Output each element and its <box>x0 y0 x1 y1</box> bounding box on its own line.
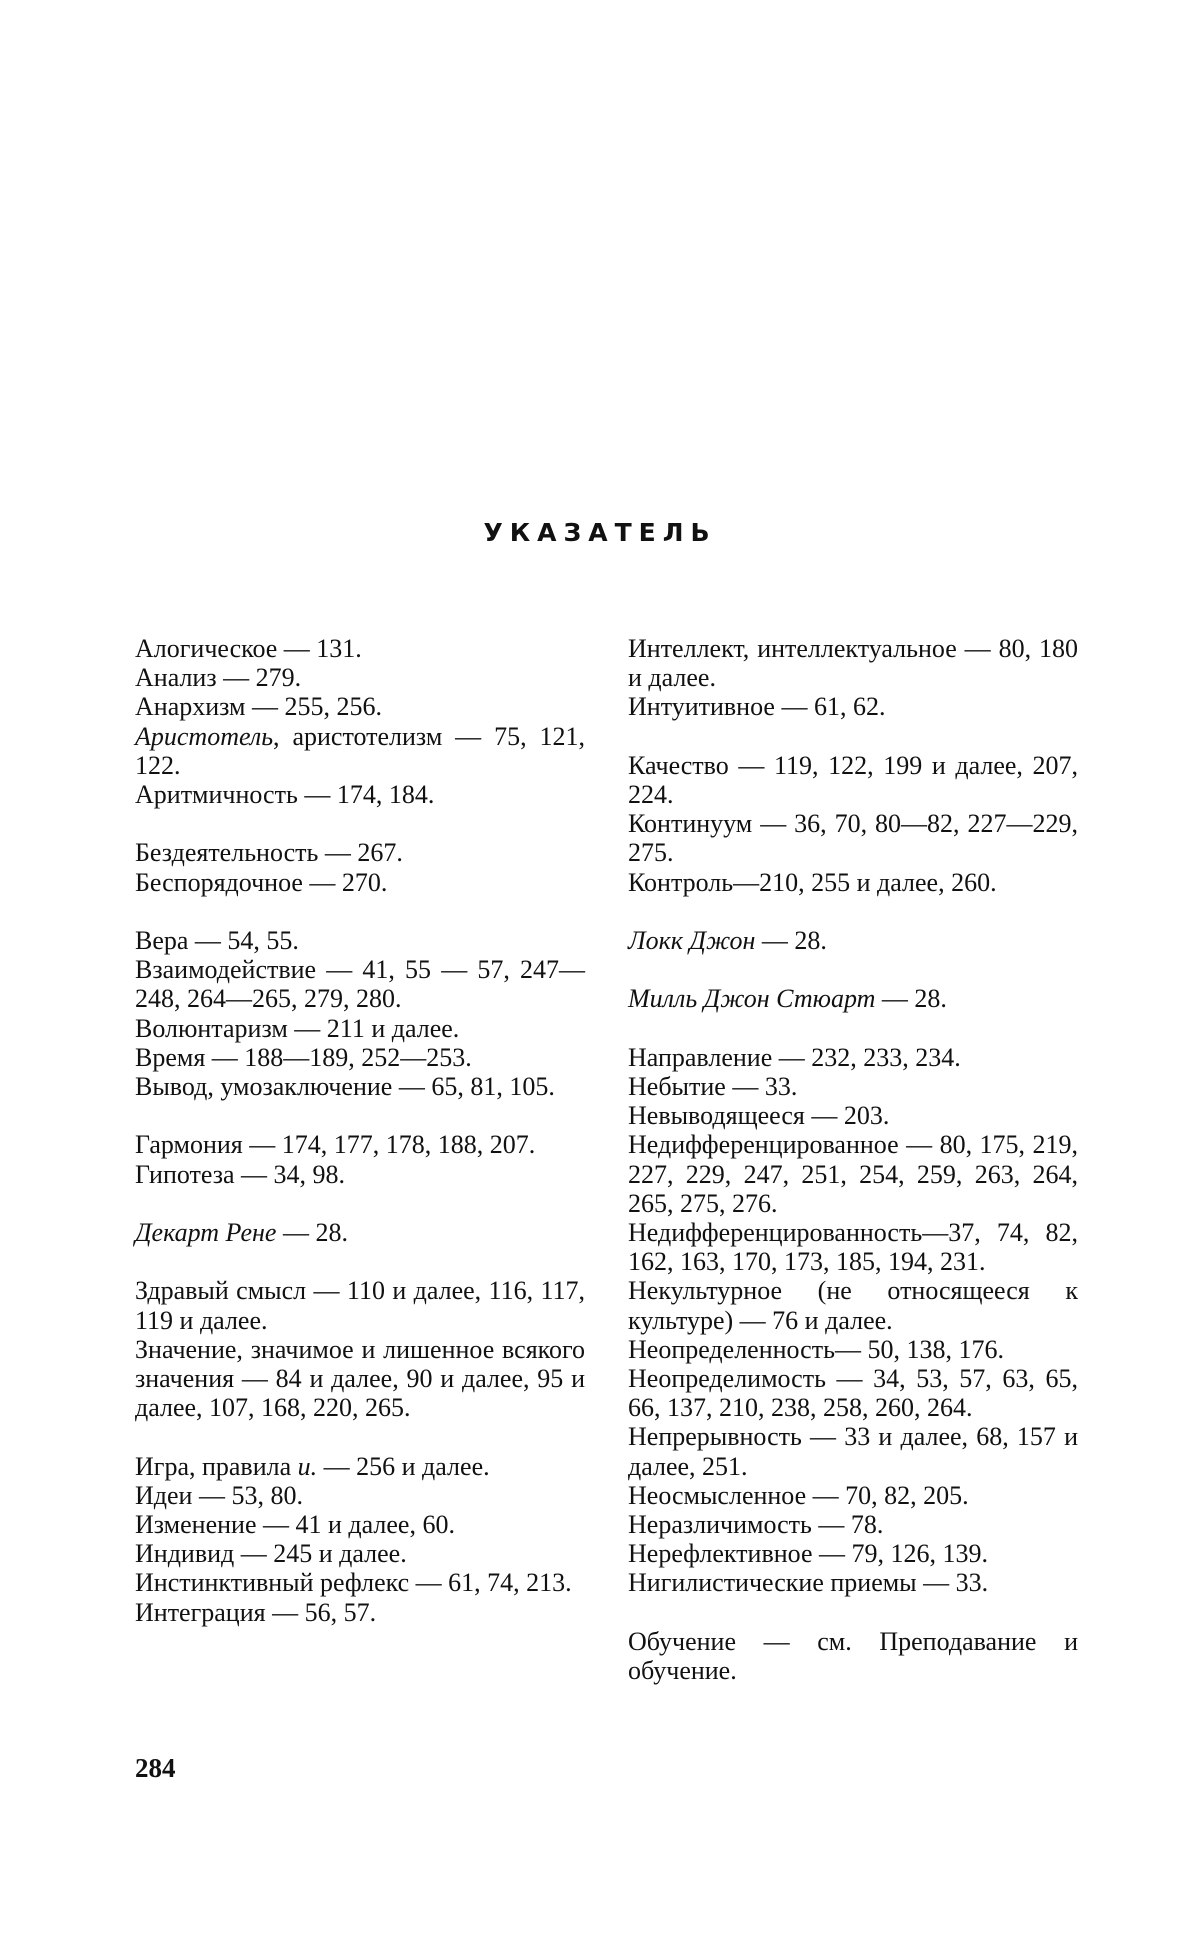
entry-gap <box>135 1189 585 1218</box>
index-entry <box>135 1276 585 1334</box>
entry-text: Инстинктивный рефлекс — 61, 74, 213. <box>135 1568 572 1598</box>
index-entry <box>628 634 1078 692</box>
entry-text: — 28. <box>276 1218 348 1247</box>
index-entry <box>135 1043 585 1072</box>
entry-text: Идеи — 53, 80. <box>135 1480 303 1510</box>
index-entry <box>135 634 585 663</box>
entry-text: Аритмичность — 174, 184. <box>135 780 435 810</box>
index-entry <box>628 1627 1078 1685</box>
index-entry <box>135 1335 585 1423</box>
entry-gap <box>628 897 1078 926</box>
entry-gap <box>628 722 1078 751</box>
entry-text: — 256 и далее. <box>317 1451 490 1481</box>
index-entry <box>628 809 1078 867</box>
entry-text: — 28. <box>875 984 947 1014</box>
index-entry <box>628 1101 1078 1130</box>
entry-text: — 28. <box>755 926 827 955</box>
entry-text: Взаимодействие — 41, 55 — 57, 247—248, 264—265, 279, 280. <box>135 955 585 1014</box>
index-entry <box>628 984 1078 1013</box>
entry-text: Нигилистические приемы — 33. <box>628 1568 989 1598</box>
index-entry <box>135 1130 585 1159</box>
entry-text: Континуум — 36, 70, 80—82, 227—229, 275. <box>628 809 1078 868</box>
index-entry <box>135 1539 585 1568</box>
entry-name-italic: Милль Джон Стюарт <box>628 984 876 1014</box>
page-title: УКАЗАТЕЛЬ <box>483 518 717 547</box>
index-entry <box>628 1539 1078 1568</box>
entry-text: Беспорядочное — 270. <box>135 867 388 897</box>
index-entry <box>135 1072 585 1101</box>
entry-text: Значение, значимое и лишенное всякого значения — 84 и далее, 90 и далее, 95 и далее, 107, 168, 220, 265. <box>135 1334 585 1423</box>
entry-text: Качество — 119, 122, 199 и далее, 207, 224. <box>628 750 1078 809</box>
entry-text: Невыводящееся — 203. <box>628 1101 890 1131</box>
entry-text: Гармония — 174, 177, 178, 188, 207. <box>135 1130 536 1160</box>
entry-gap <box>628 955 1078 984</box>
index-column-right <box>628 634 1078 1685</box>
entry-gap <box>628 1598 1078 1627</box>
index-entry <box>135 1160 585 1189</box>
entry-text: Вывод, умозаключение — 65, 81, 105. <box>135 1072 555 1102</box>
index-entry <box>135 1598 585 1627</box>
index-entry <box>628 926 1078 955</box>
index-entry <box>135 1014 585 1043</box>
entry-text: Бездеятельность — 267. <box>135 838 403 868</box>
entry-gap <box>628 1014 1078 1043</box>
entry-text: Недифференцированность—37, 74, 82, 162, 163, 170, 173, 185, 194, 231. <box>628 1218 1078 1277</box>
entry-abbrev-italic: и. <box>297 1451 318 1481</box>
entry-gap <box>135 1422 585 1451</box>
index-entry <box>628 1276 1078 1334</box>
entry-text: Индивид — 245 и далее. <box>135 1539 407 1569</box>
entry-text: Контроль—210, 255 и далее, 260. <box>628 867 997 897</box>
index-entry <box>628 1364 1078 1422</box>
entry-gap <box>135 897 585 926</box>
index-entry <box>135 926 585 955</box>
entry-text: Нерефлективное — 79, 126, 139. <box>628 1539 989 1569</box>
entry-text: Обучение — см. Преподавание и обучение. <box>628 1626 1078 1686</box>
index-entry <box>135 1452 585 1481</box>
index-entry <box>135 1218 585 1247</box>
entry-text: Непрерывность — 33 и далее, 68, 157 и далее, 251. <box>628 1422 1078 1481</box>
index-entry <box>135 1481 585 1510</box>
entry-text: Анализ — 279. <box>135 663 302 693</box>
entry-text: Время — 188—189, 252—253. <box>135 1042 472 1072</box>
index-entry <box>628 1481 1078 1510</box>
index-entry <box>135 868 585 897</box>
index-entry <box>135 1568 585 1597</box>
entry-text: Игра, правила <box>135 1451 298 1481</box>
entry-text: Интеллект, интеллектуальное — 80, 180 и далее. <box>628 634 1078 693</box>
entry-text: Некультурное (не относящееся к культуре) — 76 и далее. <box>628 1276 1078 1335</box>
entry-gap <box>135 809 585 838</box>
entry-text: Недифференцированное — 80, 175, 219, 227, 229, 247, 251, 254, 259, 263, 264, 265, 275, 276. <box>628 1130 1078 1218</box>
entry-text: Гипотеза — 34, 98. <box>135 1159 346 1189</box>
entry-text: Неопределенность— 50, 138, 176. <box>628 1334 1004 1364</box>
index-entry <box>628 1218 1078 1276</box>
entry-name-italic: Аристотель <box>135 721 274 751</box>
index-entry <box>135 663 585 692</box>
index-entry <box>628 1335 1078 1364</box>
index-entry <box>628 868 1078 897</box>
index-entry <box>628 1422 1078 1480</box>
index-entry <box>135 692 585 721</box>
index-entry <box>628 1072 1078 1101</box>
index-entry <box>135 722 585 780</box>
index-entry <box>628 751 1078 809</box>
entry-text: Анархизм — 255, 256. <box>135 692 382 722</box>
entry-text: Неопределимость — 34, 53, 57, 63, 65, 66, 137, 210, 238, 258, 260, 264. <box>628 1364 1078 1423</box>
index-entry <box>135 780 585 809</box>
index-entry <box>135 838 585 867</box>
entry-name-italic: Локк Джон <box>628 926 756 955</box>
entry-text: Вера — 54, 55. <box>135 926 299 955</box>
index-entry <box>628 692 1078 721</box>
entry-text: Интуитивное — 61, 62. <box>628 692 886 722</box>
entry-text: Здравый смысл — 110 и далее, 116, 117, 119 и далее. <box>135 1276 585 1335</box>
index-entry <box>135 1510 585 1539</box>
index-column-left <box>135 634 585 1627</box>
index-entry <box>628 1510 1078 1539</box>
page-number: 284 <box>135 1753 176 1783</box>
entry-text: Неосмысленное — 70, 82, 205. <box>628 1480 969 1510</box>
entry-text: Волюнтаризм — 211 и далее. <box>135 1013 460 1043</box>
index-entry <box>135 955 585 1013</box>
index-entry <box>628 1130 1078 1218</box>
entry-text: , аристотелизм — 75, 121, 122. <box>135 721 585 780</box>
entry-text: Интеграция — 56, 57. <box>135 1597 377 1627</box>
entry-text: Небытие — 33. <box>628 1071 798 1101</box>
entry-name-italic: Декарт Рене <box>135 1218 277 1247</box>
index-entry <box>628 1043 1078 1072</box>
entry-text: Неразличимость — 78. <box>628 1510 884 1540</box>
entry-gap <box>135 1101 585 1130</box>
entry-gap <box>135 1247 585 1276</box>
entry-text: Алогическое — 131. <box>135 634 362 663</box>
entry-text: Изменение — 41 и далее, 60. <box>135 1510 455 1539</box>
index-entry <box>628 1568 1078 1597</box>
entry-text: Направление — 232, 233, 234. <box>628 1042 961 1072</box>
